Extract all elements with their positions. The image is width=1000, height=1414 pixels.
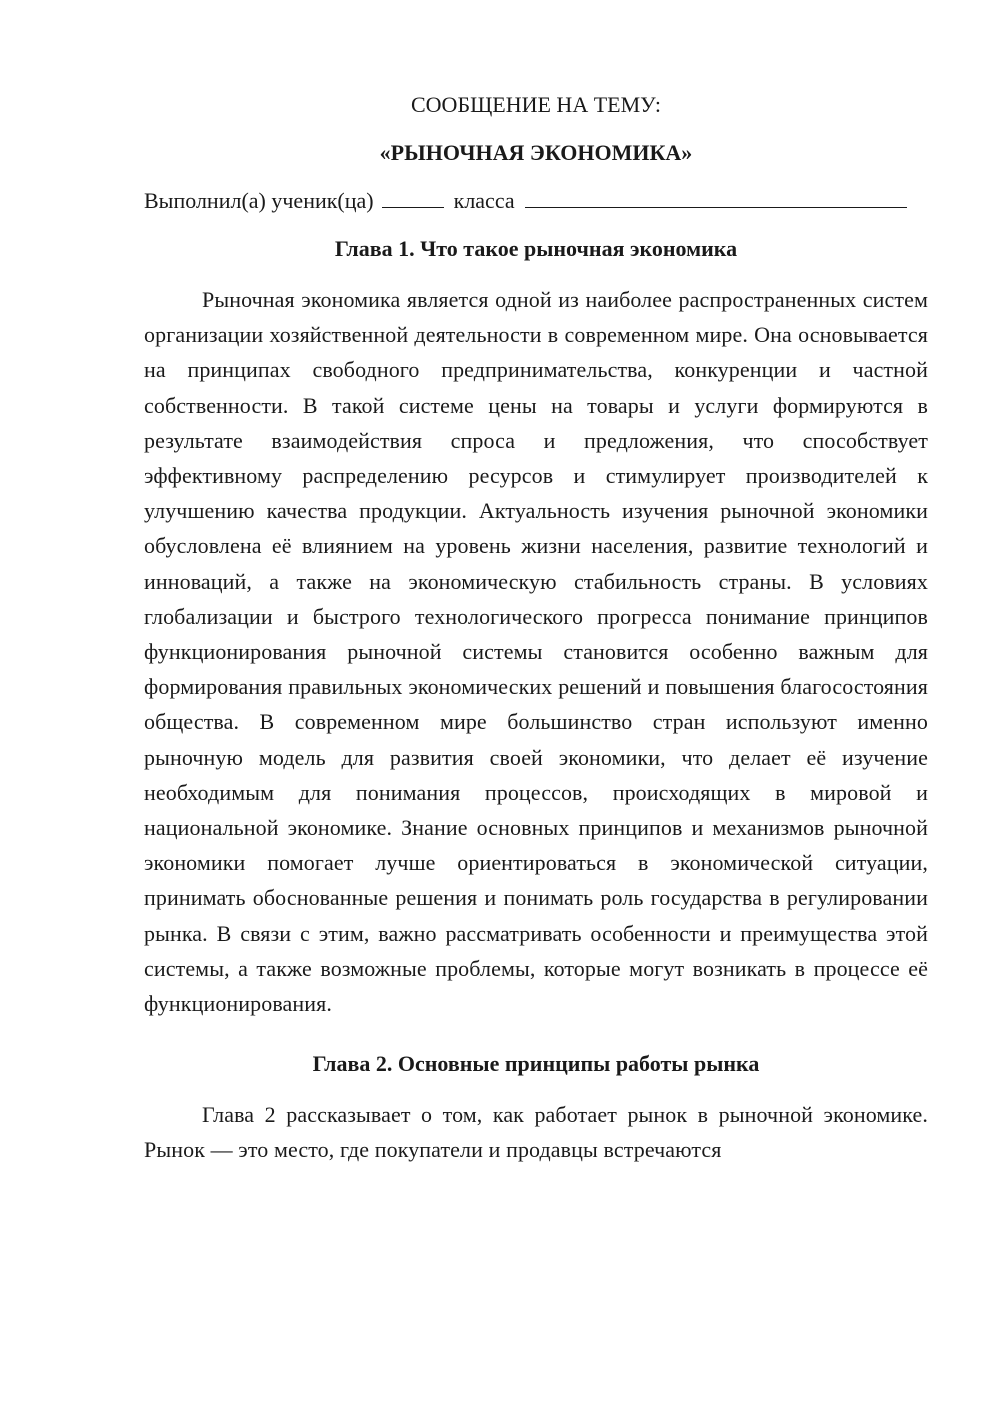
- class-number-blank: [382, 189, 444, 208]
- document-title-line-1: СООБЩЕНИЕ НА ТЕМУ:: [411, 92, 661, 117]
- author-class-label: класса: [453, 188, 515, 213]
- chapter-2-heading: Глава 2. Основные принципы работы рынка: [312, 1051, 760, 1077]
- chapter-1-heading: Глава 1. Что такое рыночная экономика: [334, 236, 738, 261]
- chapter-2-paragraph: Глава 2 рассказывает о том, как работает рынок в рыночной экономике. Рынок — это место, где покупатели и продавцы встречаются: [144, 1102, 928, 1163]
- chapter-1-paragraph: Рыночная экономика является одной из наиболее распространенных систем организации хозяйственной деятельности в современном мире. Она основывается на принципах свободного предпринимательства, конкуренции и частной собственности. В такой системе цены на товары и услуги формируются в результате взаимодействия спроса и предложения, что способствует эффективному распределению ресурсов и стимулирует производителей к улучшению качества продукции. Актуальность изучения рыночной экономики обусловлена её влиянием на уровень жизни населения, развитие технологий и инноваций, а также на экономическую стабильность страны. В условиях глобализации и быстрого технологического прогресса понимание принципов функционирования рыночной системы становится особенно важным для формирования правильных экономических решений и повышения благосостояния общества. В современном мире большинство стран используют именно рыночную модель для развития своей экономики, что делает её изучение необходимым для понимания процессов, происходящих в мировой и национальной экономике. Знание основных принципов и механизмов рыночной экономики помогает лучше ориентироваться в экономической ситуации, принимать обоснованные решения и понимать роль государства в регулировании рынка. В связи с этим, важно рассматривать особенности и преимущества этой системы, а также возможные проблемы, которые могут возникать в процессе её функционирования.: [144, 287, 928, 1017]
- author-line: [144, 188, 928, 214]
- document-title-line-2: «РЫНОЧНАЯ ЭКОНОМИКА»: [379, 140, 693, 165]
- author-name-blank: [525, 189, 907, 208]
- author-prefix: Выполнил(а) ученик(ца): [144, 188, 374, 213]
- document-page: [144, 92, 928, 1168]
